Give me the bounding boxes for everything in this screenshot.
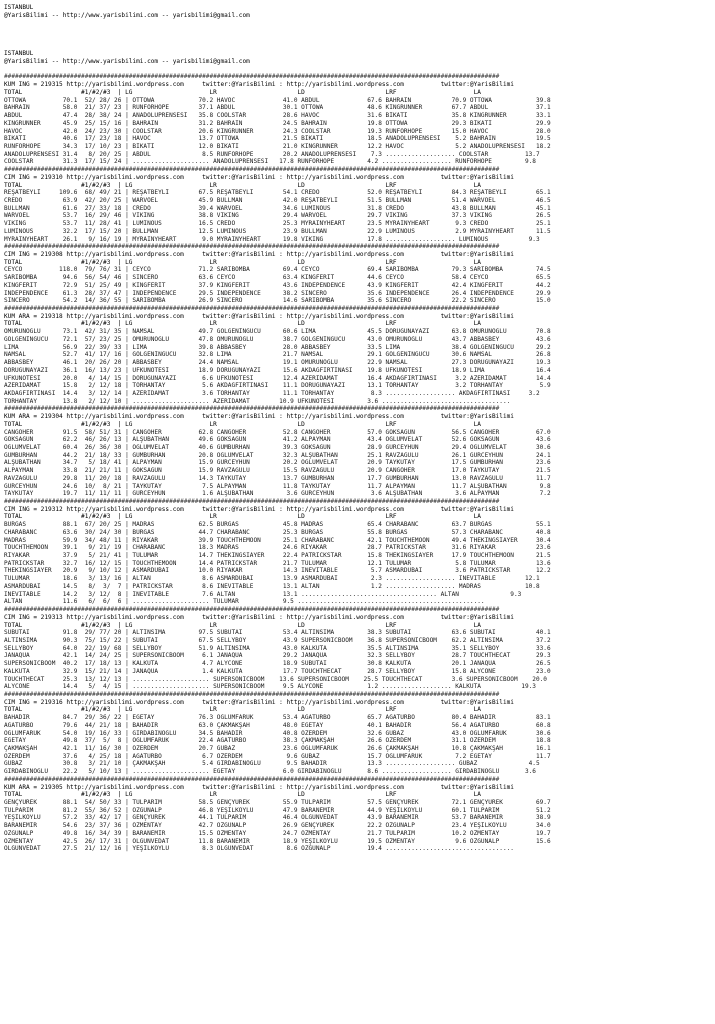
table-row: ABDÜL 47.4 28/ 38/ 24 | ANADOLUPRENSESİ 35.8 COOLSTAR 28.6 HAVOC 31.6 BİKATİ 35.8 KINGRUNNER 33.1 xyxy=(4,112,551,120)
table-row: ASMARDUBAI 14.5 8/ 3/ 7 | PATRICKSTAR 8.6 INEVITABLE 13.1 ALTAN 1.2 ................... MADRAS 10.8 xyxy=(4,582,540,590)
separator-line: ####################################################################################################################################### xyxy=(4,606,500,614)
table-row: TAYKUTAY 19.7 11/ 11/ 11 | GÜRCEYHUN 1.6 ALŞUBATHAN 3.6 GÜRCEYHUN 3.6 ALŞUBATHAN 3.6 ALPAYMAN 7.2 xyxy=(4,490,551,498)
table-row: BİKATİ 40.6 17/ 23/ 18 | HAVOC 13.7 OTTOWA 21.5 BİKATİ 18.5 ANADOLUPRENSESİ 5.2 BAHRAIN 19.5 xyxy=(4,135,551,143)
table-row: OĞLUMFARUK 54.0 19/ 16/ 33 | GIRDABINOĞLU 34.5 BAHADIR 40.8 ÖZERDEM 32.6 GUBAZ 43.0 OĞLUMFARUK 30.6 xyxy=(4,729,551,737)
blank-line xyxy=(4,35,715,43)
table-row: SARIBOMBA 94.6 56/ 54/ 46 | SINCERO 63.6 CEYCO 63.4 KINGFERİT 44.6 CEYCO 58.4 CEYCO 65.5 xyxy=(4,274,551,282)
table-row: MYRAINYHEART 26.1 9/ 16/ 19 | MYRAINYHEART 9.0 MYRAINYHEART 19.8 VIKING 17.8 ................... LUMINOUS 9.3 xyxy=(4,235,540,243)
column-header: TOTAL #1/#2/#3 | LG LR LD LRF LA xyxy=(4,258,481,266)
table-row: OTTOWA 70.1 52/ 28/ 26 | OTTOWA 70.2 HAVOC 41.0 ABDÜL 67.6 BAHRAIN 70.9 OTTOWA 39.8 xyxy=(4,96,551,104)
header-line: ISTANBUL xyxy=(4,50,34,58)
separator-line: ####################################################################################################################################### xyxy=(4,498,500,505)
table-row: LUMINOUS 32.2 17/ 15/ 20 | BULLMAN 12.5 LUMINOUS 23.9 BULLMAN 22.9 LUMINOUS 2.9 MYRAINYHEART 11.5 xyxy=(4,227,551,235)
table-row: OĞLUMVELAT 60.4 26/ 36/ 30 | OĞLUMVELAT 40.6 GÜMBÜRHAN 39.3 GÖKSAGUN 28.9 GÜRCEYHUN 29.4 OĞLUMVELAT 30.6 xyxy=(4,443,551,451)
table-row: HAVOC 42.0 24/ 23/ 30 | COOLSTAR 20.6 KINGRUNNER 24.3 COOLSTAR 19.3 RUNFORHOPE 15.0 HAVOC 28.0 xyxy=(4,127,551,135)
table-row: GENÇYÜREK 88.1 54/ 50/ 33 | TULPARIM 58.5 GENÇYÜREK 55.9 TULPARIM 57.5 GENÇYÜREK 72.1 GENÇYÜREK 69.7 xyxy=(4,799,551,807)
table-row: SUPERSONICBOOM 40.2 17/ 18/ 13 | KALKÜTA 4.7 ALYCONE 18.9 SUBUTAI 30.8 KALKÜTA 20.1 JANAQUA 26.5 xyxy=(4,660,551,668)
table-row: ABBASBEY 46.1 20/ 26/ 20 | ABBASBEY 24.4 NAMSAL 19.1 ÖMÜRÜNOĞLU 22.9 NAMSAL 27.3 DORUĞUNAYAZI 19.3 xyxy=(4,359,551,367)
table-row: ANADOLUPRENSESİ 31.4 8/ 20/ 25 | ABDÜL 8.5 RUNFORHOPE 20.2 ANADOLUPRENSESİ 7.3 ................... COOLSTAR 13.7 xyxy=(4,150,540,158)
table-row: REŞATBEYLİ 109.6 68/ 49/ 21 | REŞATBEYLİ 67.5 REŞATBEYLİ 54.1 CREDO 52.0 REŞATBEYLİ 84.3 REŞATBEYLİ 65.1 xyxy=(4,189,551,197)
blank-line xyxy=(4,19,715,27)
header-line: @YarisBilimi -- http://www.yarisbilimi.com -- yarisbilimi@gmail.com xyxy=(4,58,250,66)
table-row: CANGÖHER 91.5 58/ 51/ 31 | CANGÖHER 62.8 CANGÖHER 52.8 CANGÖHER 57.0 GÖKSAGUN 56.5 CANGÖHER 67.0 xyxy=(4,428,551,436)
column-header: TOTAL #1/#2/#3 | LG LR LD LRF LA xyxy=(4,88,481,96)
blank-line xyxy=(4,27,715,35)
table-row: INDEPENDENCE 61.3 28/ 37/ 47 | INDEPENDENCE 29.5 INDEPENDENCE 38.2 SINCERO 35.6 INDEPENDENCE 26.4 INDEPENDENCE 29.9 xyxy=(4,289,551,297)
table-row: ÖMÜRÜNOĞLU 73.1 42/ 31/ 35 | NAMSAL 49.7 GÖLGENİNGÜCÜ 60.6 LIMA 45.5 DORUĞUNAYAZI 63.8 ÖMÜRÜNOĞLU 70.8 xyxy=(4,328,551,336)
table-row: ÖZMENTAY 42.5 26/ 17/ 31 | OLGUNVEDAT 11.8 BARANEMİR 18.9 YEŞİLKÖYLÜ 19.5 ÖZMENTAY 9.6 ÖZGÜNALP 15.6 xyxy=(4,837,551,845)
table-row: TOUCHTHECAT 25.3 13/ 12/ 13 | ..................... SUPERSONICBOOM 13.6 SUPERSONICBOOM 25.5 TOUCHTHECAT 3.6 SUPERSONICBOOM 20.0 xyxy=(4,675,547,683)
table-row: RAVZAGÜLÜ 29.8 11/ 20/ 18 | RAVZAGÜLÜ 14.3 TAYKUTAY 13.7 GÜMBÜRHAN 17.7 GÜMBÜRHAN 13.0 RAVZAGÜLÜ 11.7 xyxy=(4,474,551,482)
table-row: PATRICKSTAR 32.7 16/ 12/ 15 | TOUCHTHEMOON 14.4 PATRICKSTAR 21.7 TULUMAR 12.1 TULUMAR 5.8 TULUMAR 13.6 xyxy=(4,559,551,567)
table-row: ALŞUBATHAN 34.7 5/ 18/ 41 | ALPAYMAN 15.9 GÜRCEYHUN 20.2 OĞLUMVELAT 20.9 TAYKUTAY 17.5 GÜMBÜRHAN 23.6 xyxy=(4,459,551,467)
table-row: BAHRAIN 58.0 21/ 37/ 23 | RUNFORHOPE 37.1 ABDÜL 30.1 OTTOWA 48.6 KINGRUNNER 67.7 ABDÜL 37.1 xyxy=(4,104,551,112)
table-row: KINGFERİT 72.9 51/ 25/ 49 | KINGFERİT 37.9 KINGFERİT 43.6 INDEPENDENCE 43.9 KINGFERİT 42.4 KINGFERİT 44.2 xyxy=(4,281,551,289)
table-row: CHARABANC 63.6 30/ 24/ 30 | BURGAS 44.7 CHARABANC 25.3 BURGAS 55.8 BURGAS 57.3 CHARABANC 40.8 xyxy=(4,528,551,536)
table-row: THEKINGSIAYER 20.9 9/ 10/ 12 | ASMARDUBAI 10.0 RİYAKAR 14.3 INEVITABLE 5.7 ASMARDUBAI 3.6 PATRICKSTAR 12.2 xyxy=(4,567,551,575)
race-title: KUM ARA = 219318 http://yarisbilimi.wordpress.com twitter:@YarisBilimi : http://yarisbilimi.wordpress.com twitter:@YarisBilimi xyxy=(4,312,514,320)
table-row: COOLSTAR 31.3 17/ 15/ 24 | ..................... ANADOLUPRENSESİ 17.8 RUNFORHOPE 4.2 ................... RUNFORHOPE 9.8 xyxy=(4,158,536,166)
table-row: YEŞİLKÖYLÜ 57.2 33/ 42/ 17 | GENÇYÜREK 44.1 TULPARIM 46.4 OLGUNVEDAT 43.9 BARANEMİR 53.7 BARANEMİR 38.9 xyxy=(4,814,551,822)
table-row: GÜMBÜRHAN 44.2 21/ 18/ 33 | GÜMBÜRHAN 20.8 OĞLUMVELAT 32.3 ALŞUBATHAN 25.1 RAVZAGÜLÜ 26.1 GÜRCEYHUN 24.1 xyxy=(4,451,551,459)
table-row: BURGAS 88.1 67/ 20/ 25 | MADRAS 62.5 BURGAS 45.8 MADRAS 65.4 CHARABANC 63.7 BURGAS 55.1 xyxy=(4,521,551,529)
table-row: ÇAKMAKŞAH 42.1 11/ 16/ 30 | ÖZERDEM 20.7 GUBAZ 23.6 OĞLUMFARUK 26.6 ÇAKMAKŞAH 10.8 ÇAKMAKŞAH 16.1 xyxy=(4,745,551,752)
table-row: ALYCONE 14.4 5/ 4/ 15 | ..................... SUPERSONICBOOM 9.5 ALYCONE 1.2 ................... KALKÜTA 19.3 xyxy=(4,683,536,691)
race-title: KUM ING = 219315 http://yarisbilimi.wordpress.com twitter:@YarisBilimi : http://yarisbilimi.wordpress.com twitter:@YarisBilimi xyxy=(4,81,514,89)
column-header: TOTAL #1/#2/#3 | LG LR LD LRF LA xyxy=(4,420,481,428)
table-row: GUBAZ 30.8 3/ 21/ 10 | ÇAKMAKŞAH 5.4 GIRDABINOĞLU 9.5 BAHADIR 13.3 ................... GUBAZ 4.5 xyxy=(4,760,540,768)
table-row: TULUMAR 18.6 3/ 13/ 16 | ALTAN 8.6 ASMARDUBAI 13.9 ASMARDUBAI 2.3 ................... INEVITABLE 12.1 xyxy=(4,575,540,583)
column-header: TOTAL #1/#2/#3 | LG LR LD LRF LA xyxy=(4,513,481,521)
table-row: BAHADIR 84.7 29/ 36/ 22 | EGETAY 76.3 OĞLUMFARUK 53.4 AĞATURBO 65.7 AĞATURBO 80.4 BAHADIR 83.1 xyxy=(4,714,551,722)
table-row: ÖZERDEM 37.6 4/ 25/ 18 | AĞATURBO 6.7 ÖZERDEM 9.6 GUBAZ 15.7 OĞLUMFARUK 7.2 EGETAY 11.7 xyxy=(4,752,551,760)
blank-line xyxy=(4,43,715,51)
header-line: @YarisBilimi -- http://www.yarisbilimi.com -- yarisbilimi@gmail.com xyxy=(4,11,250,19)
column-header: TOTAL #1/#2/#3 | LG LR LD LRF LA xyxy=(4,791,481,799)
table-row: RUNFORHOPE 34.3 17/ 10/ 23 | BİKATİ 12.0 BİKATİ 21.0 KINGRUNNER 12.2 HAVOC 5.2 ANADOLUPRENSESİ 18.2 xyxy=(4,142,551,150)
race-title: CIM ING = 219312 http://yarisbilimi.wordpress.com twitter:@YarisBilimi : http://yarisbilimi.wordpress.com twitter:@YarisBilimi xyxy=(4,505,514,513)
separator-line: ####################################################################################################################################### xyxy=(4,73,500,81)
separator-line: ####################################################################################################################################### xyxy=(4,405,500,413)
separator-line: ####################################################################################################################################### xyxy=(4,243,500,251)
race-title: KUM ARA = 219305 http://yarisbilimi.wordpress.com twitter:@YarisBilimi : http://yarisbilimi.wordpress.com twitter:@YarisBilimi xyxy=(4,783,514,791)
table-row: DORUĞUNAYAZI 36.1 16/ 13/ 23 | UFKUNÖTESİ 18.9 DORUĞUNAYAZI 15.6 AKDAĞFIRTINASI 19.8 UFKUNÖTESİ 18.9 LIMA 16.4 xyxy=(4,366,551,374)
table-row: AKDAĞFIRTINASI 14.4 3/ 12/ 14 | AZERİDAMAT 3.6 TORHANTAY 11.1 TORHANTAY 8.3 ................... AKDAĞFIRTINASI 3.2 xyxy=(4,389,540,397)
table-row: ALPAYMAN 33.8 21/ 21/ 11 | GÖKSAGUN 15.9 RAVZAGÜLÜ 15.5 RAVZAGÜLÜ 20.9 CANGÖHER 17.0 TAYKUTAY 21.5 xyxy=(4,467,551,475)
table-row: ALTINSIMA 90.3 75/ 15/ 22 | SUBUTAI 67.5 SELLYBOY 43.9 SUPERSONICBOOM 36.8 SUPERSONICBOOM 62.2 ALTINSIMA 37.2 xyxy=(4,636,551,644)
table-row: JANAQUA 42.1 14/ 24/ 25 | SUPERSONICBOOM 6.1 JANAQUA 29.2 JANAQUA 32.3 SELLYBOY 28.7 TOUCHTHECAT 29.3 xyxy=(4,652,551,660)
table-row: RİYAKAR 37.9 5/ 21/ 41 | TULUMAR 14.7 THEKINGSIAYER 22.4 PATRICKSTAR 15.8 THEKINGSIAYER 17.9 TOUCHTHEMOON 21.5 xyxy=(4,552,551,560)
table-row: TULPARIM 81.2 55/ 36/ 52 | ÖZGÜNALP 46.8 YEŞİLKÖYLÜ 47.9 BARANEMİR 44.9 YEŞİLKÖYLÜ 60.1 TULPARIM 51.2 xyxy=(4,806,551,814)
table-row: TOUCHTHEMOON 39.1 9/ 21/ 19 | CHARABANC 18.3 MADRAS 24.6 RİYAKAR 28.7 PATRICKSTAR 31.6 RİYAKAR 23.6 xyxy=(4,544,551,552)
table-row: ÖZGÜNALP 49.8 16/ 34/ 39 | BARANEMİR 15.5 ÖZMENTAY 24.7 ÖZMENTAY 21.7 TULPARIM 10.2 ÖZMENTAY 19.7 xyxy=(4,829,551,837)
blank-line xyxy=(4,66,715,74)
table-row: GIRDABINOĞLU 22.2 5/ 10/ 13 | ..................... EGETAY 6.0 GIRDABINOĞLU 8.6 ................... GIRDABINOĞLU 3.6 xyxy=(4,768,536,776)
table-row: CREDO 63.9 42/ 20/ 25 | WARVOEL 45.9 BULLMAN 42.0 REŞATBEYLİ 51.5 BULLMAN 51.4 WARVOEL 46.5 xyxy=(4,196,551,204)
table-row: MADRAS 59.9 34/ 48/ 11 | RİYAKAR 39.9 TOUCHTHEMOON 25.1 CHARABANC 42.1 TOUCHTHEMOON 49.4 THEKINGSIAYER 30.4 xyxy=(4,536,551,544)
table-row: SELLYBOY 64.0 22/ 19/ 68 | SELLYBOY 51.9 ALTINSIMA 43.0 KALKÜTA 35.5 ALTINSIMA 35.1 SELLYBOY 33.6 xyxy=(4,644,551,652)
table-row: SUBUTAI 91.8 29/ 77/ 20 | ALTINSIMA 97.5 SUBUTAI 53.4 ALTINSIMA 38.3 SUBUTAI 63.6 SUBUTAI 40.1 xyxy=(4,629,551,637)
table-row: INEVITABLE 14.2 3/ 12/ 8 | INEVITABLE 7.6 ALTAN 13.1 ..................................... ALTAN 9.3 xyxy=(4,590,522,598)
table-row: LIMA 56.9 22/ 39/ 33 | LIMA 39.8 ABBASBEY 28.0 ABBASBEY 33.5 LIMA 38.4 GÖLGENİNGÜCÜ 29.2 xyxy=(4,343,551,351)
table-row: ALTAN 11.6 6/ 6/ 6 | ..................... TULUMAR 9.5 ................................................... xyxy=(4,598,485,606)
separator-line: ####################################################################################################################################### xyxy=(4,305,500,313)
race-title: CIM ING = 219316 http://yarisbilimi.wordpress.com twitter:@YarisBilimi : http://yarisbilimi.wordpress.com twitter:@YarisBilimi xyxy=(4,698,514,706)
race-title: KUM ARA = 219304 http://yarisbilimi.wordpress.com twitter:@YarisBilimi : http://yarisbilimi.wordpress.com twitter:@YarisBilimi xyxy=(4,413,514,421)
separator-line: ####################################################################################################################################### xyxy=(4,690,500,698)
column-header: TOTAL #1/#2/#3 | LG LR LD LRF LA xyxy=(4,706,481,714)
table-row: WARVOEL 53.7 16/ 29/ 46 | VIKING 38.8 VIKING 29.4 WARVOEL 29.7 VIKING 37.3 VIKING 26.5 xyxy=(4,212,551,220)
table-row: TORHANTAY 13.8 2/ 12/ 10 | ..................... AZERİDAMAT 10.9 UFKUNÖTESİ 3.6 ................................... xyxy=(4,397,511,405)
table-row: VIKING 53.7 11/ 28/ 41 | LUMINOUS 16.5 CREDO 25.3 MYRAINYHEART 23.5 MYRAINYHEART 9.3 CREDO 25.1 xyxy=(4,220,551,228)
table-row: AĞATURBO 79.6 44/ 21/ 18 | BAHADIR 63.0 ÇAKMAKŞAH 48.0 EGETAY 40.1 BAHADIR 56.4 AĞATURBO 60.8 xyxy=(4,721,551,729)
header-line: ISTANBUL xyxy=(4,4,34,11)
column-header: TOTAL #1/#2/#3 | LG LR LD LRF LA xyxy=(4,181,481,189)
table-row: GÜRCEYHUN 24.6 10/ 8/ 21 | TAYKUTAY 7.5 ALPAYMAN 11.8 TAYKUTAY 11.7 ALPAYMAN 11.7 ALŞUBATHAN 9.8 xyxy=(4,482,551,490)
race-title: CIM ING = 219313 http://yarisbilimi.wordpress.com twitter:@YarisBilimi : http://yarisbilimi.wordpress.com twitter:@YarisBilimi xyxy=(4,613,514,621)
separator-line: ####################################################################################################################################### xyxy=(4,775,500,783)
race-title: CIM ING = 219308 http://yarisbilimi.wordpress.com twitter:@YarisBilimi : http://yarisbilimi.wordpress.com twitter:@YarisBilimi xyxy=(4,251,514,258)
table-row: BULLMAN 61.6 27/ 33/ 18 | CREDO 39.4 WARVOEL 34.6 LUMINOUS 31.8 CREDO 43.8 BULLMAN 45.1 xyxy=(4,204,551,212)
column-header: TOTAL #1/#2/#3 | LG LR LD LRF LA xyxy=(4,320,481,328)
table-row: KINGRUNNER 45.9 25/ 15/ 16 | BAHRAIN 31.2 BAHRAIN 24.5 BAHRAIN 19.8 OTTOWA 29.3 BİKATİ 29.9 xyxy=(4,119,551,127)
table-row: SINCERO 54.2 14/ 36/ 55 | SARIBOMBA 26.9 SINCERO 14.6 SARIBOMBA 35.6 SINCERO 22.2 SINCERO 15.0 xyxy=(4,297,551,305)
race-title: CIM ING = 219310 http://yarisbilimi.wordpress.com twitter:@YarisBilimi : http://yarisbilimi.wordpress.com twitter:@YarisBilimi xyxy=(4,173,514,181)
table-row: UFKUNÖTESİ 20.0 4/ 14/ 15 | DORUĞUNAYAZI 6.6 UFKUNÖTESİ 12.4 AZERİDAMAT 16.4 AKDAĞFIRTINASI 3.2 AZERİDAMAT 14.4 xyxy=(4,374,551,382)
table-row: BARANEMİR 54.6 23/ 37/ 36 | ÖZMENTAY 42.7 ÖZGÜNALP 26.9 GENÇYÜREK 22.2 ÖZGÜNALP 23.4 YEŞİLKÖYLÜ 34.0 xyxy=(4,822,551,830)
separator-line: ####################################################################################################################################### xyxy=(4,166,500,174)
table-row: GÖLGENİNGÜCÜ 72.1 57/ 23/ 25 | ÖMÜRÜNOĞLU 47.8 ÖMÜRÜNOĞLU 38.7 GÖLGENİNGÜCÜ 43.0 ÖMÜRÜNOĞLU 43.7 ABBASBEY 43.6 xyxy=(4,335,551,343)
table-row: CEYCO 118.0 79/ 76/ 31 | CEYCO 71.2 SARIBOMBA 69.4 CEYCO 69.4 SARIBOMBA 79.3 SARIBOMBA 74.5 xyxy=(4,266,551,274)
table-row: GÖKSAGUN 62.2 46/ 26/ 13 | ALŞUBATHAN 49.6 GÖKSAGUN 41.2 ALPAYMAN 43.4 OĞLUMVELAT 52.6 GÖKSAGUN 43.6 xyxy=(4,436,551,444)
table-row: KALKÜTA 32.9 15/ 21/ 14 | JANAQUA 1.4 KALKÜTA 17.7 TOUCHTHECAT 28.7 SELLYBOY 15.8 ALYCONE 23.0 xyxy=(4,667,551,675)
table-row: OLGUNVEDAT 27.5 21/ 12/ 16 | YEŞİLKÖYLÜ 8.3 OLGUNVEDAT 8.6 ÖZGÜNALP 19.4 ................................... xyxy=(4,845,514,853)
table-row: AZERİDAMAT 15.8 2/ 12/ 18 | TORHANTAY 5.6 AKDAĞFIRTINASI 11.1 DORUĞUNAYAZI 13.1 TORHANTAY 3.2 TORHANTAY 5.9 xyxy=(4,382,551,390)
table-row: NAMSAL 52.7 41/ 17/ 16 | GÖLGENİNGÜCÜ 32.8 LIMA 21.7 NAMSAL 29.1 GÖLGENİNGÜCÜ 30.6 NAMSAL 26.8 xyxy=(4,351,551,359)
column-header: TOTAL #1/#2/#3 | LG LR LD LRF LA xyxy=(4,621,481,629)
table-row: EGETAY 49.8 37/ 5/ 8 | OĞLUMFARUK 22.4 AĞATURBO 38.3 ÇAKMAKŞAH 26.6 ÖZERDEM 31.1 ÖZERDEM 18.8 xyxy=(4,737,551,745)
